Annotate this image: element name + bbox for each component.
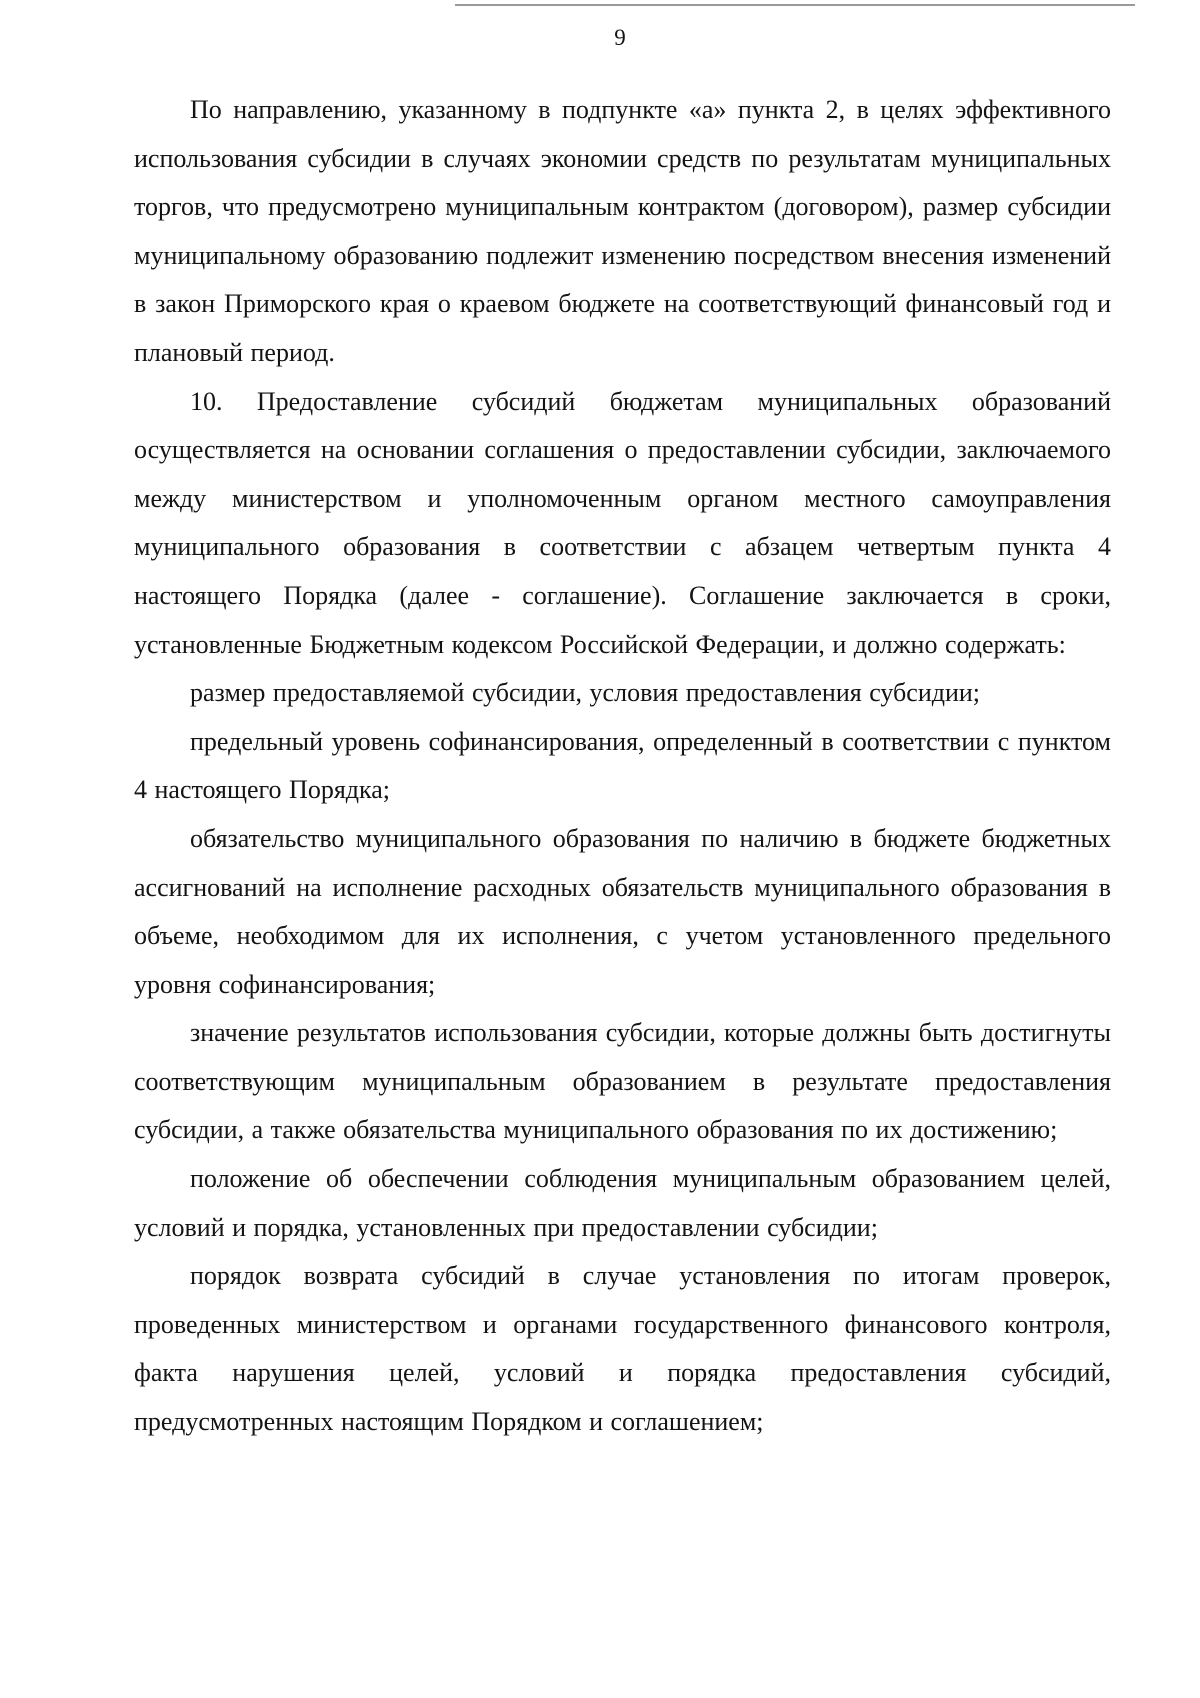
page-number: 9 xyxy=(614,25,626,50)
list-item-budget-obligation: обязательство муниципального образования по наличию в бюджете бюджетных ассигнований на исполнение расходных обязательств муниципального образования в объеме, необходимом для их исполнения, с учетом установленного предельного уровня софинансирования; xyxy=(134,823,1111,999)
paragraph-economy-of-funds: По направлению, указанному в подпункте «а» пункта 2, в целях эффективного использования субсидии в случаях экономии средств по результатам муниципальных торгов, что предусмотрено муниципальным контрактом (договором), размер субсидии муниципальному образованию подлежит изменению посредством внесения изменений в закон Приморского края о краевом бюджете на соответствующий финансовый год и плановый период. xyxy=(134,95,1111,367)
list-item-subsidy-amount: размер предоставляемой субсидии, условия предоставления субсидии; xyxy=(190,678,981,708)
paragraph-10-agreement: 10. Предоставление субсидий бюджетам муниципальных образований осуществляется на основании соглашения о предоставлении субсидии, заключаемого между министерством и уполномоченным органом местного самоуправления муниципального образования в соответствии с абзацем четвертым пункта 4 настоящего Порядка (далее - соглашение). Соглашение заключается в сроки, установленные Бюджетным кодексом Российской Федерации, и должно содержать: xyxy=(134,386,1111,659)
list-item-cofinancing-level: предельный уровень софинансирования, определенный в соответствии с пунктом 4 настоящего Порядка; xyxy=(134,726,1111,805)
top-divider xyxy=(455,4,1135,6)
list-item-compliance-provision: положение об обеспечении соблюдения муниципальным образованием целей, условий и порядка, установленных при предоставлении субсидии; xyxy=(134,1164,1111,1242)
list-item-results-values: значение результатов использования субсидии, которые должны быть достигнуты соответствующим муниципальным образованием в результате предоставления субсидии, а также обязательства муниципального образования по их достижению; xyxy=(134,1018,1111,1145)
list-item-refund-procedure: порядок возврата субсидий в случае установления по итогам проверок, проведенных министерством и органами государственного финансового контроля, факта нарушения целей, условий и порядка предоставления субсидий, предусмотренных настоящим Порядком и соглашением; xyxy=(134,1261,1111,1437)
document-body xyxy=(134,86,1111,1447)
